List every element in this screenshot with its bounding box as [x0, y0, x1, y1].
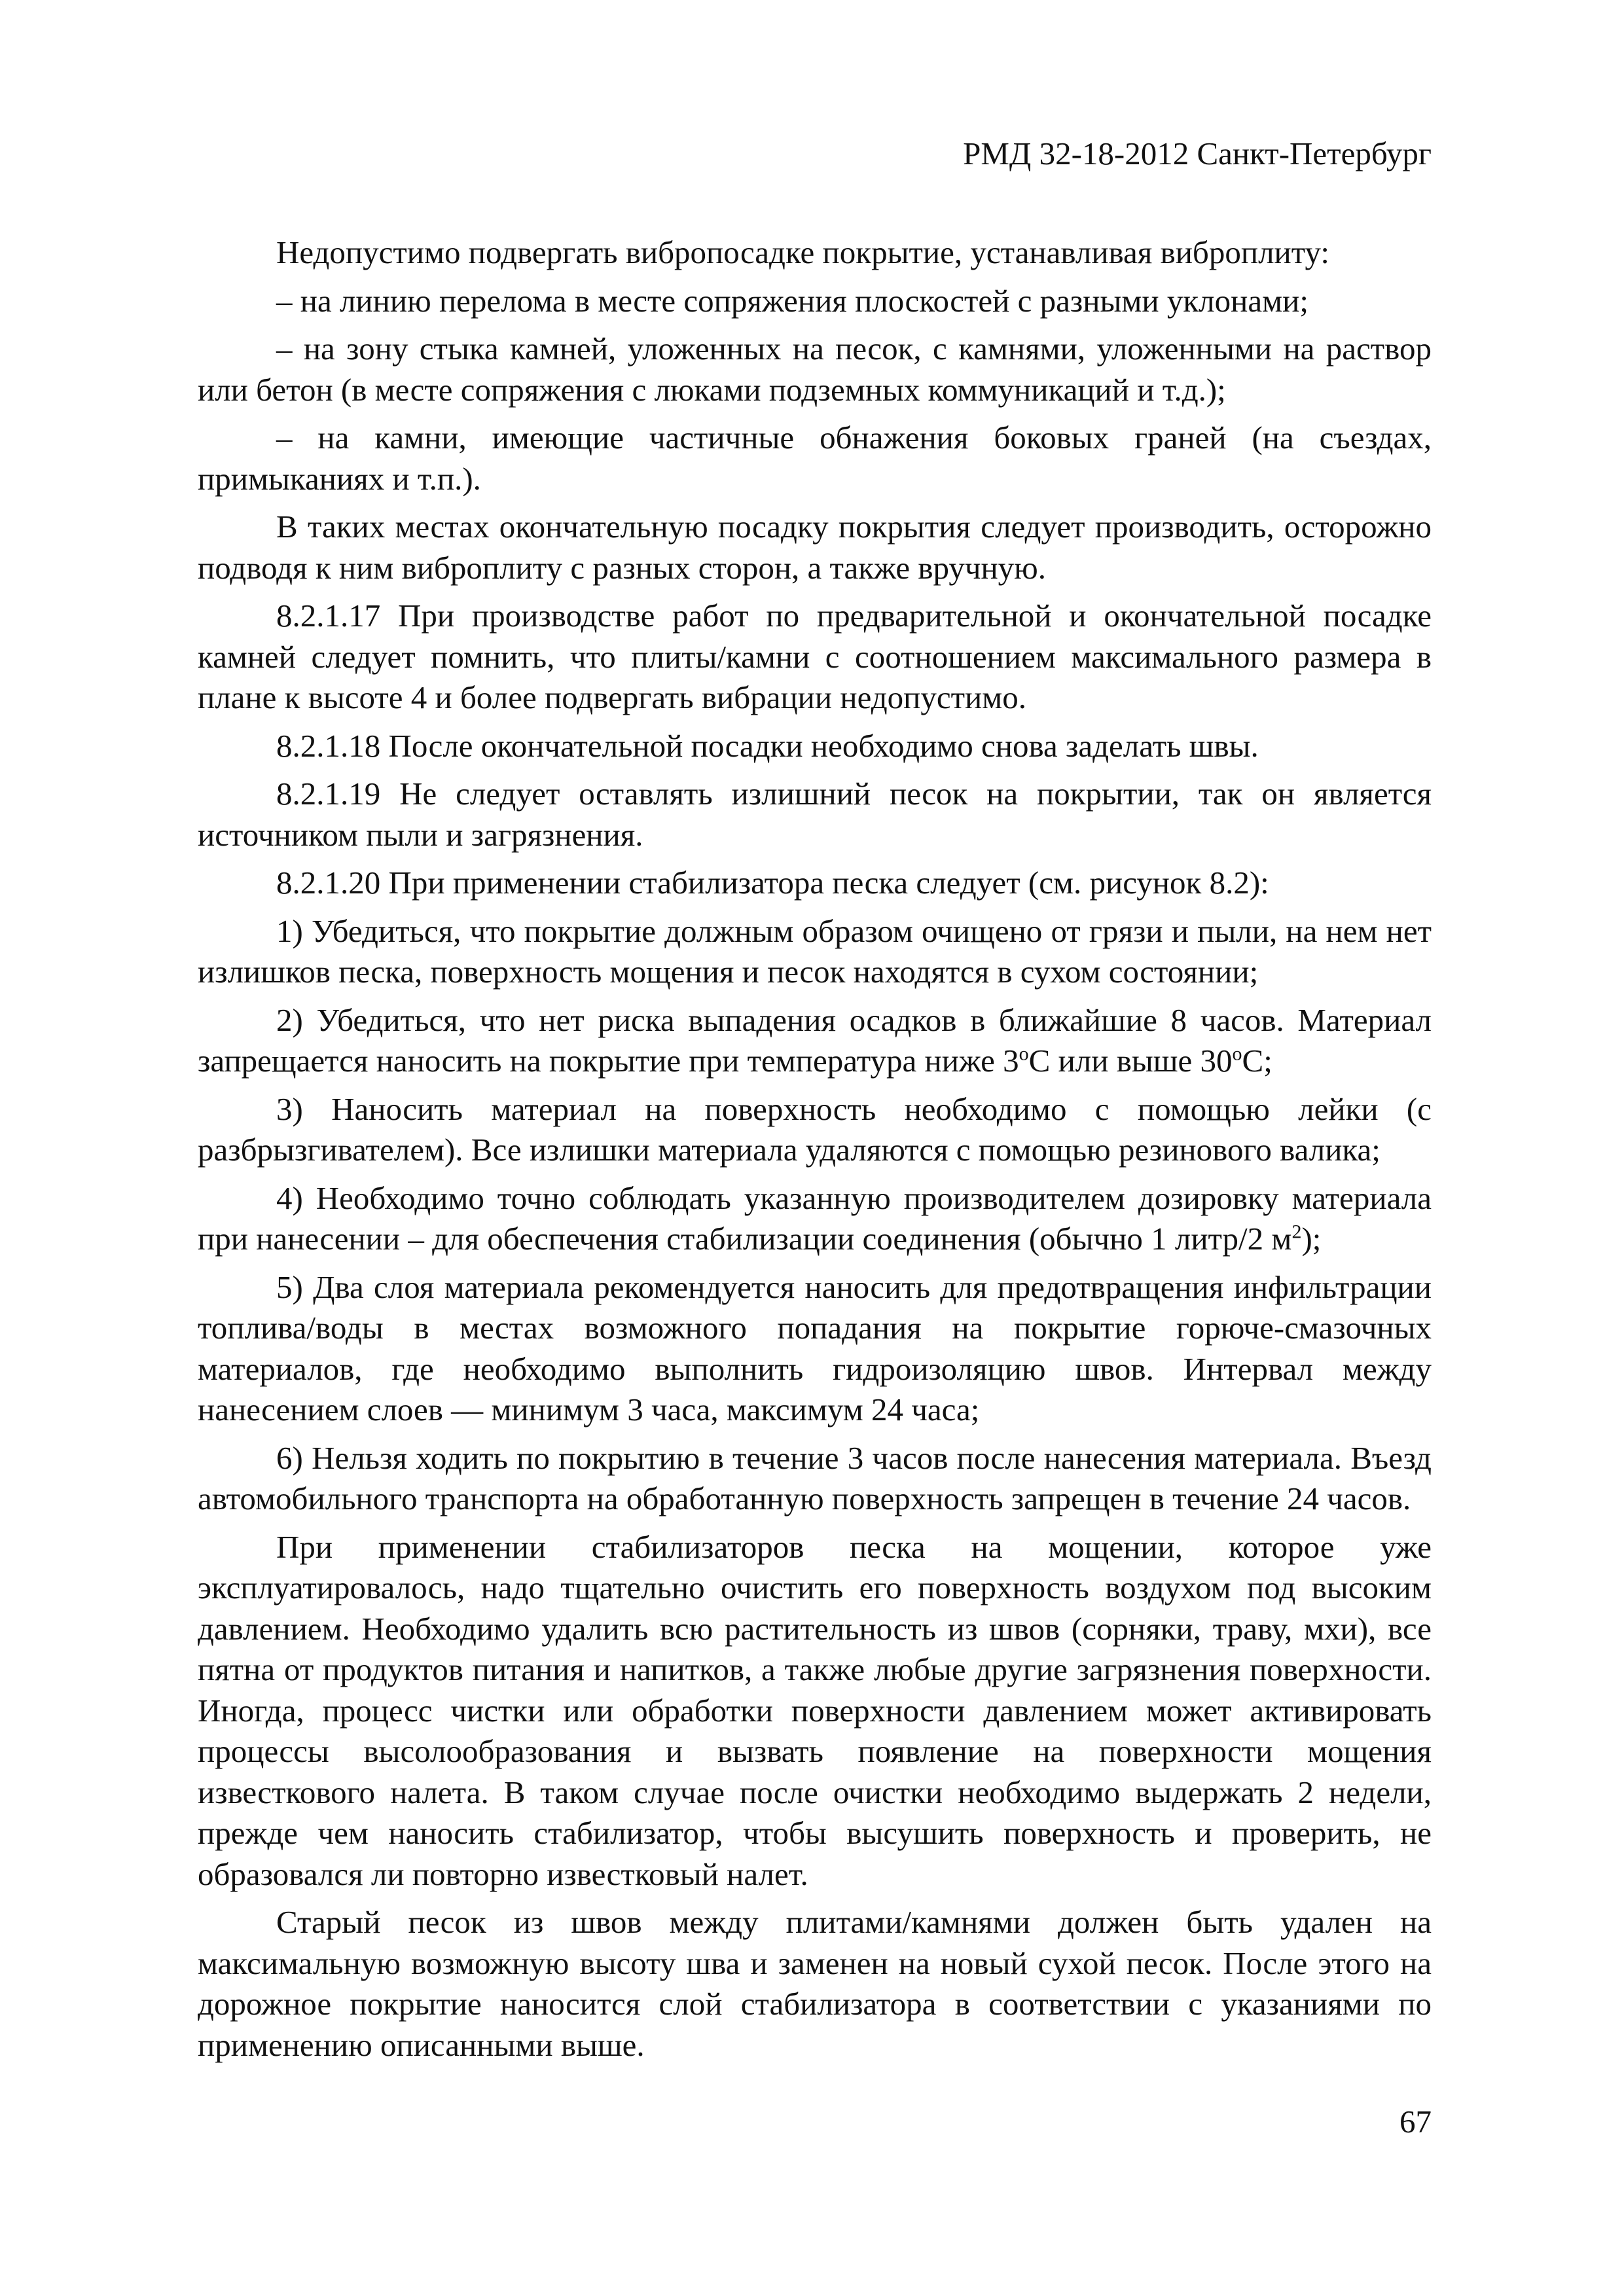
document-header: РМД 32-18-2012 Санкт-Петербург [963, 135, 1432, 171]
text-span: 2) Убедиться, что нет риска выпадения осадков в ближайшие 8 часов. Материал запрещается наносить на покрытие при температура ниже 3 [198, 1001, 1432, 1079]
list-item-3: 3) Наносить материал на поверхность необходимо с помощью лейки (с разбрызгивателем). Все излишки материала удаляются с помощью резинового валика; [198, 1090, 1432, 1168]
document-body [198, 232, 1432, 2073]
list-item-4 [198, 1178, 1432, 1260]
paragraph: При применении стабилизаторов песка на мощении, которое уже эксплуатировалось, надо тщательно очистить его поверхность воздухом под высоким давлением. Необходимо удалить всю растительность из швов (сорняки, траву, мхи), все пятна от продуктов питания и напитков, а также любые другие загрязнения поверхности. Иногда, процесс чистки или обработки поверхности давлением может активировать процессы высолообразования и вызвать появление на поверхности мощения известкового налета. В таком случае после очистки необходимо выдержать 2 недели, прежде чем наносить стабилизатор, чтобы высушить поверхность и проверить, не образовался ли повторно известковый налет. [198, 1528, 1432, 1892]
clause-8-2-1-19: 8.2.1.19 Не следует оставлять излишний песок на покрытии, так он является источником пыли и загрязнения. [198, 776, 1432, 853]
page-number: 67 [1399, 2104, 1432, 2140]
text-span: С; [1242, 1043, 1272, 1079]
list-item-5: 5) Два слоя материала рекомендуется наносить для предотвращения инфильтрации топлива/воды в местах возможного попадания на покрытие горюче-смазочных материалов, где необходимо выполнить гидроизоляцию швов. Интервал между нанесением слоев — минимум 3 часа, максимум 24 часа; [198, 1268, 1432, 1427]
text-span: 4) Необходимо точно соблюдать указанную производителем дозировку материала при нанесении – для обеспечения стабилизации соединения (обычно 1 литр/2 м [198, 1179, 1432, 1257]
paragraph: Старый песок из швов между плитами/камнями должен быть удален на максимальную возможную высоту шва и заменен на новый сухой песок. После этого на дорожное покрытие наносится слой стабилизатора в соответствии с указаниями по применению описанными выше. [198, 1904, 1432, 2063]
list-item-6: 6) Нельзя ходить по покрытию в течение 3 часов после нанесения материала. Въезд автомобильного транспорта на обработанную поверхность запрещен в течение 24 часов. [198, 1439, 1432, 1516]
paragraph: В таких местах окончательную посадку покрытия следует производить, осторожно подводя к ним виброплиту с разных сторон, а также вручную. [198, 509, 1432, 586]
square-sup: 2 [1291, 1221, 1302, 1243]
list-item-1: 1) Убедиться, что покрытие должным образом очищено от грязи и пыли, на нем нет излишков песка, поверхность мощения и песок находятся в сухом состоянии; [198, 912, 1432, 990]
degree-sup: o [1019, 1043, 1029, 1065]
clause-8-2-1-17: 8.2.1.17 При производстве работ по предварительной и окончательной посадке камней следует помнить, что плиты/камни с соотношением максимального размера в плане к высоте 4 и более подвергать вибрации недопустимо. [198, 598, 1432, 715]
clause-8-2-1-18: 8.2.1.18 После окончательной посадки необходимо снова заделать швы. [276, 727, 1259, 764]
clause-8-2-1-20: 8.2.1.20 При применении стабилизатора песка следует (см. рисунок 8.2): [276, 865, 1269, 901]
degree-sup: o [1232, 1043, 1242, 1065]
list-item: – на линию перелома в месте сопряжения плоскостей с разными уклонами; [276, 282, 1308, 319]
text-span: С или выше 30 [1028, 1043, 1233, 1079]
list-item-2 [198, 1000, 1432, 1082]
text-span: ); [1301, 1221, 1322, 1257]
list-item: – на камни, имеющие частичные обнажения боковых граней (на съездах, примыканиях и т.п.). [198, 420, 1432, 497]
list-item: – на зону стыка камней, уложенных на песок, с камнями, уложенными на раствор или бетон (в месте сопряжения с люками подземных коммуникаций и т.д.); [198, 331, 1432, 408]
paragraph: Недопустимо подвергать вибропосадке покрытие, устанавливая виброплиту: [276, 234, 1329, 270]
